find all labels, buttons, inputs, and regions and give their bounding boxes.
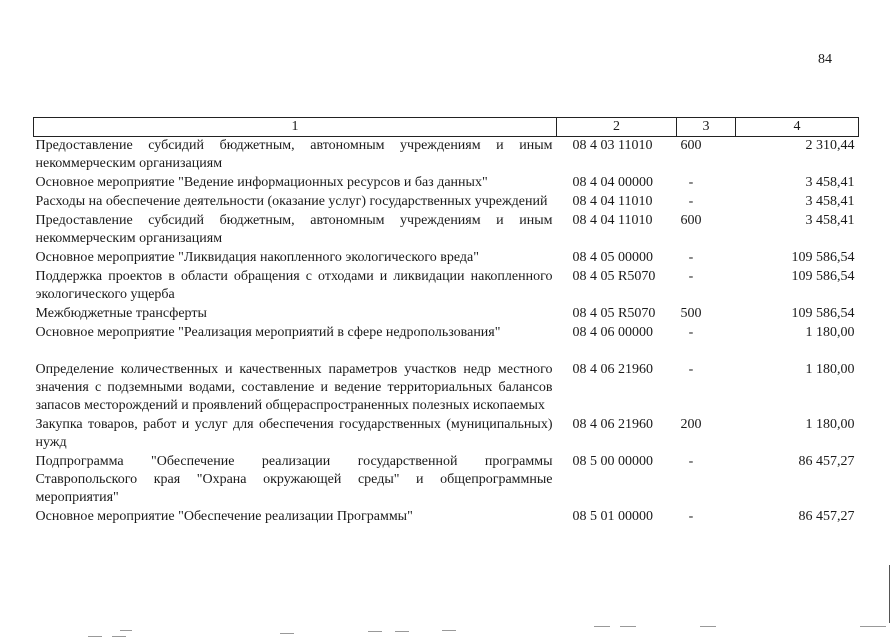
- row-name: Закупка товаров, работ и услуг для обеспечения государственных (муниципальных) нужд: [35, 417, 553, 450]
- row-vr: 500: [680, 306, 702, 321]
- budget-table: [33, 117, 859, 527]
- table-row: [34, 361, 859, 416]
- row-amount: 1 180,00: [805, 362, 855, 377]
- row-vr: -: [688, 325, 694, 340]
- row-code: 08 4 03 11010: [572, 138, 653, 153]
- row-name: Определение количественных и качественных параметров участков недр местного значения с подземными водами, составление и ведение территориальных балансов запасов месторождений и проявлений общераспространенных полезных ископаемых: [35, 362, 553, 413]
- row-code: 08 4 05 R5070: [572, 306, 656, 321]
- row-vr: 600: [680, 138, 702, 153]
- row-name: Основное мероприятие "Реализация мероприятий в сфере недропользования": [35, 325, 501, 340]
- table-row: [34, 268, 859, 305]
- row-amount: 1 180,00: [805, 325, 855, 340]
- table-row: [34, 193, 859, 212]
- scan-artifact: [700, 626, 716, 627]
- scan-artifact: [889, 565, 890, 623]
- row-amount: 3 458,41: [805, 213, 855, 228]
- table-row: [34, 453, 859, 508]
- header-col-4: 4: [736, 118, 859, 137]
- table-row: [34, 212, 859, 249]
- table-row: [34, 508, 859, 527]
- scan-artifact: [280, 633, 294, 634]
- table-header-row: [34, 118, 859, 137]
- row-code: 08 4 05 R5070: [572, 269, 656, 284]
- page-number: 84: [818, 52, 832, 67]
- row-vr: 200: [680, 417, 702, 432]
- row-name: Подпрограмма "Обеспечение реализации государственной программы Ставропольского края "Охрана окружающей среды" и общепрограммные мероприятия": [35, 454, 553, 505]
- row-code: 08 4 04 11010: [572, 194, 653, 209]
- row-name: Основное мероприятие "Ликвидация накопленного экологического вреда": [35, 250, 479, 265]
- scan-artifact: [112, 636, 126, 637]
- row-amount: 1 180,00: [805, 417, 855, 432]
- scan-artifact: [120, 630, 132, 631]
- scan-artifact: [395, 631, 409, 632]
- row-name: Предоставление субсидий бюджетным, автономным учреждениям и иным некоммерческим организациям: [35, 138, 553, 171]
- row-vr: -: [688, 250, 694, 265]
- table-row: [34, 416, 859, 453]
- row-amount: 3 458,41: [805, 194, 855, 209]
- row-name: Основное мероприятие "Ведение информационных ресурсов и баз данных": [35, 175, 488, 190]
- row-vr: -: [688, 269, 694, 284]
- row-name: Основное мероприятие "Обеспечение реализации Программы": [35, 509, 413, 524]
- row-name: Предоставление субсидий бюджетным, автономным учреждениям и иным некоммерческим организациям: [35, 213, 553, 246]
- table-row: [34, 305, 859, 324]
- scan-artifact: [860, 626, 886, 627]
- row-amount: 109 586,54: [791, 250, 855, 265]
- header-col-3: 3: [677, 118, 736, 137]
- row-amount: 86 457,27: [798, 509, 855, 524]
- row-amount: 2 310,44: [805, 138, 855, 153]
- row-code: 08 5 01 00000: [572, 509, 653, 524]
- row-vr: -: [688, 362, 694, 377]
- row-vr: 600: [680, 213, 702, 228]
- scan-artifact: [368, 631, 382, 632]
- row-code: 08 4 04 00000: [572, 175, 653, 190]
- row-amount: 86 457,27: [798, 454, 855, 469]
- row-amount: 109 586,54: [791, 269, 855, 284]
- row-amount: 3 458,41: [805, 175, 855, 190]
- scan-artifact: [442, 630, 456, 631]
- row-name: Поддержка проектов в области обращения с отходами и ликвидации накопленного экологического ущерба: [35, 269, 553, 302]
- row-amount: 109 586,54: [791, 306, 855, 321]
- row-code: 08 4 06 00000: [572, 325, 653, 340]
- budget-table-container: [33, 117, 858, 527]
- header-col-2: 2: [557, 118, 677, 137]
- row-name: Межбюджетные трансферты: [35, 306, 207, 321]
- table-row: [34, 174, 859, 193]
- scan-artifact: [88, 636, 102, 637]
- table-row: [34, 249, 859, 268]
- header-col-1: 1: [34, 118, 557, 137]
- row-vr: -: [688, 454, 694, 469]
- table-row: [34, 324, 859, 361]
- row-code: 08 4 06 21960: [572, 362, 653, 377]
- row-code: 08 4 04 11010: [572, 213, 653, 228]
- table-row: [34, 137, 859, 175]
- row-code: 08 4 05 00000: [572, 250, 653, 265]
- row-vr: -: [688, 175, 694, 190]
- row-code: 08 4 06 21960: [572, 417, 653, 432]
- row-vr: -: [688, 194, 694, 209]
- row-name: Расходы на обеспечение деятельности (оказание услуг) государственных учреждений: [35, 194, 548, 209]
- row-code: 08 5 00 00000: [572, 454, 653, 469]
- scan-artifact: [620, 626, 636, 627]
- row-vr: -: [688, 509, 694, 524]
- scan-artifact: [594, 626, 610, 627]
